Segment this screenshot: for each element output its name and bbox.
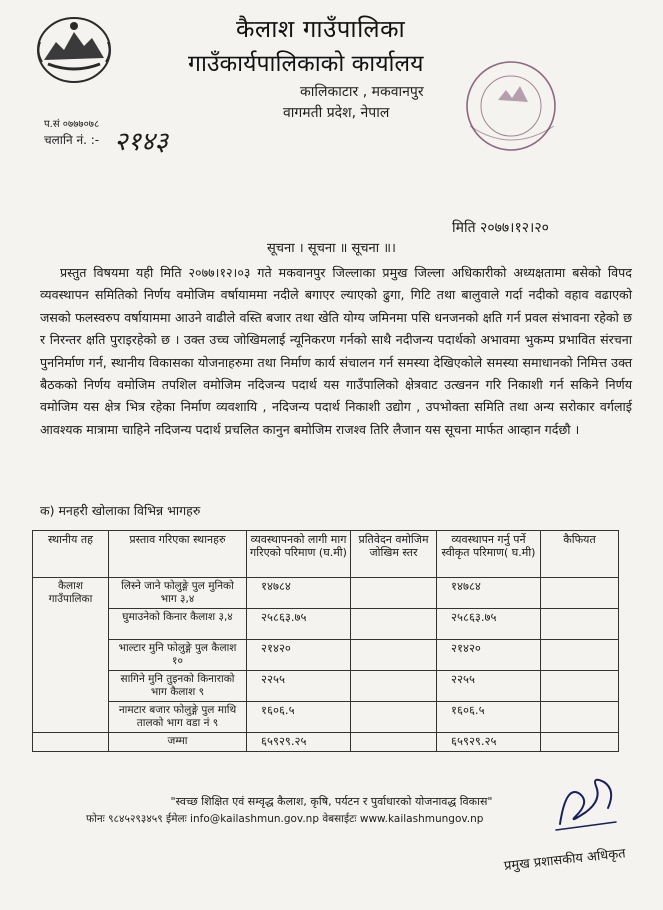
letter-date: मिति २०७७।१२।२० <box>452 220 549 236</box>
remarks-cell <box>541 671 619 702</box>
demanded-cell: २५८६३.७५ <box>247 609 351 640</box>
dispatch-number-label: चलानि नं. :- <box>44 133 100 147</box>
risk-cell <box>351 640 437 671</box>
table-row <box>33 609 619 640</box>
officer-title: प्रमुख प्रशासकीय अधिकृत <box>503 846 627 874</box>
org-name: कैलाश गाउँपालिका <box>236 15 406 43</box>
section-title: क) मनहरी खोलाका विभिन्न भागहरु <box>40 503 201 518</box>
material-table <box>32 530 619 752</box>
total-label: जम्मा <box>109 733 247 752</box>
location-cell: भाल्टार मुनि फोलुङ्गे पुल कैलाश १० <box>109 640 247 671</box>
approved-cell: १६०६.५ <box>437 702 541 733</box>
header-local-body: स्थानीय तह <box>33 531 109 578</box>
local-body-cell: कैलाश गाउँपालिका <box>33 578 109 733</box>
remarks-cell <box>541 702 619 733</box>
office-stamp <box>436 56 586 156</box>
location-cell: नामटार बजार फोलुङ्गे पुल माथि तालको भाग वडा नं ९ <box>109 702 247 733</box>
table-row <box>33 640 619 671</box>
table-header-row <box>33 531 619 578</box>
header-demanded: व्यवस्थापनको लागी माग गरिएको परिमाण (घ.मी) <box>247 531 351 578</box>
body-paragraph: प्रस्तुत विषयमा यही मिति २०७७।१२।०३ गते मकवानपुर जिल्लाका प्रमुख जिल्ला अधिकारीको अध्यक्षतामा बसेको विपद व्यवस्थापन समितिको निर्णय वमोजिम वर्षायाममा नदीले बगाएर ल्याएको ढुगा, गिटि तथा बालुवाले गर्दा नदीको वहाव वढाएको जसको फलस्वरुप वर्षायाममा आउने वाढीले वस्ति बजार तथा खेति योग्य जमिनमा पसि धनजनको क्षति गर्न प्रवल संभावना रहेको छ र निरन्तर क्षति पुराइरहेको छ । उक्त उच्च जोखिमलाई न्यूनिकरण गर्नको साथै नदीजन्य पदार्थको अभावमा भुकम्प प्रभावित संरचना पुननिर्माण गर्न, स्थानीय विकासका योजनाहरुमा तथा निर्माण कार्य संचालन गर्न समस्या देखिएकोले समस्या समाधानको निमित्त उक्त बैठकको निर्णय वमोजिम तपशिल वमोजिम नदिजन्य पदार्थ यस गाउँपालिको क्षेत्रवाट उत्खनन गरि निकाशी गर्न सकिने निर्णय वमोजिम यस क्षेत्र भित्र रहेका निर्माण व्यवशायि , नदिजन्य पदार्थ निकाशी उद्योग , उपभोक्ता समिति तथा अन्य सरोकार वर्गलाई आवश्यक मात्रामा चाहिने नदिजन्य पदार्थ प्रचलित कानुन बमोजिम राजश्व तिरि लैजान यस सूचना मार्फत आव्हान गर्दछौ । <box>40 265 632 437</box>
table-row <box>33 671 619 702</box>
footer-contact: फोनः ९८४५२९३४५९ ईमेलः info@kailashmun.gov.np वेबसाईटः www.kailashmungov.np <box>86 813 484 825</box>
location-cell: घुमाउनेको किनार कैलाश ३,४ <box>109 609 247 640</box>
total-empty-cell <box>33 733 109 752</box>
total-row <box>33 733 619 752</box>
approved-cell: २१४२० <box>437 640 541 671</box>
approved-cell: २२५५ <box>437 671 541 702</box>
notice-title: सूचना । सूचना ॥ सूचना ॥। <box>267 241 396 256</box>
dispatch-number: २१४३ <box>114 127 169 157</box>
remarks-cell <box>541 640 619 671</box>
remarks-cell <box>541 609 619 640</box>
demanded-cell: १४७८४ <box>247 578 351 609</box>
risk-cell <box>351 609 437 640</box>
demanded-cell: २१४२० <box>247 640 351 671</box>
office-province: वागमती प्रदेश, नेपाल <box>283 105 390 121</box>
location-cell: सागिने मुनि तुइनको किनाराको भाग कैलाश ९ <box>109 671 247 702</box>
signature <box>546 764 626 844</box>
header-remarks: कैफियत <box>541 531 619 578</box>
total-demanded: ६५९२९.२५ <box>247 733 351 752</box>
total-remarks-cell <box>541 733 619 752</box>
approved-cell: १४७८४ <box>437 578 541 609</box>
total-approved: ६५९२९.२५ <box>437 733 541 752</box>
reference-number: प.सं ०७७७०७८ <box>44 119 100 130</box>
notice-body <box>40 262 632 441</box>
office-address: कालिकाटार , मकवानपुर <box>300 84 424 100</box>
header-risk: प्रतिवेदन वमोजिम जोखिम स्तर <box>351 531 437 578</box>
total-risk-cell <box>351 733 437 752</box>
office-name: गाउँकार्यपालिकाको कार्यालय <box>188 51 424 77</box>
risk-cell <box>351 671 437 702</box>
footer-slogan: "स्वच्छ शिक्षित एवं सम्वृद्ध कैलाश, कृषि, पर्यटन र पुर्वाधारको योजनावद्ध विकास" <box>170 795 493 808</box>
nepal-emblem-icon <box>34 12 114 84</box>
header-location: प्रस्ताव गरिएका स्थानहरु <box>109 531 247 578</box>
location-cell: लिस्ने जाने फोलुङ्गे पुल मुनिको भाग ३,४ <box>109 578 247 609</box>
header-approved: व्यवस्थापन गर्नु पर्ने स्वीकृत परिमाण( घ.मी) <box>437 531 541 578</box>
remarks-cell <box>541 578 619 609</box>
demanded-cell: २२५५ <box>247 671 351 702</box>
table-row <box>33 702 619 733</box>
table-row <box>33 578 619 609</box>
demanded-cell: १६०६.५ <box>247 702 351 733</box>
approved-cell: २५८६३.७५ <box>437 609 541 640</box>
risk-cell <box>351 702 437 733</box>
risk-cell <box>351 578 437 609</box>
